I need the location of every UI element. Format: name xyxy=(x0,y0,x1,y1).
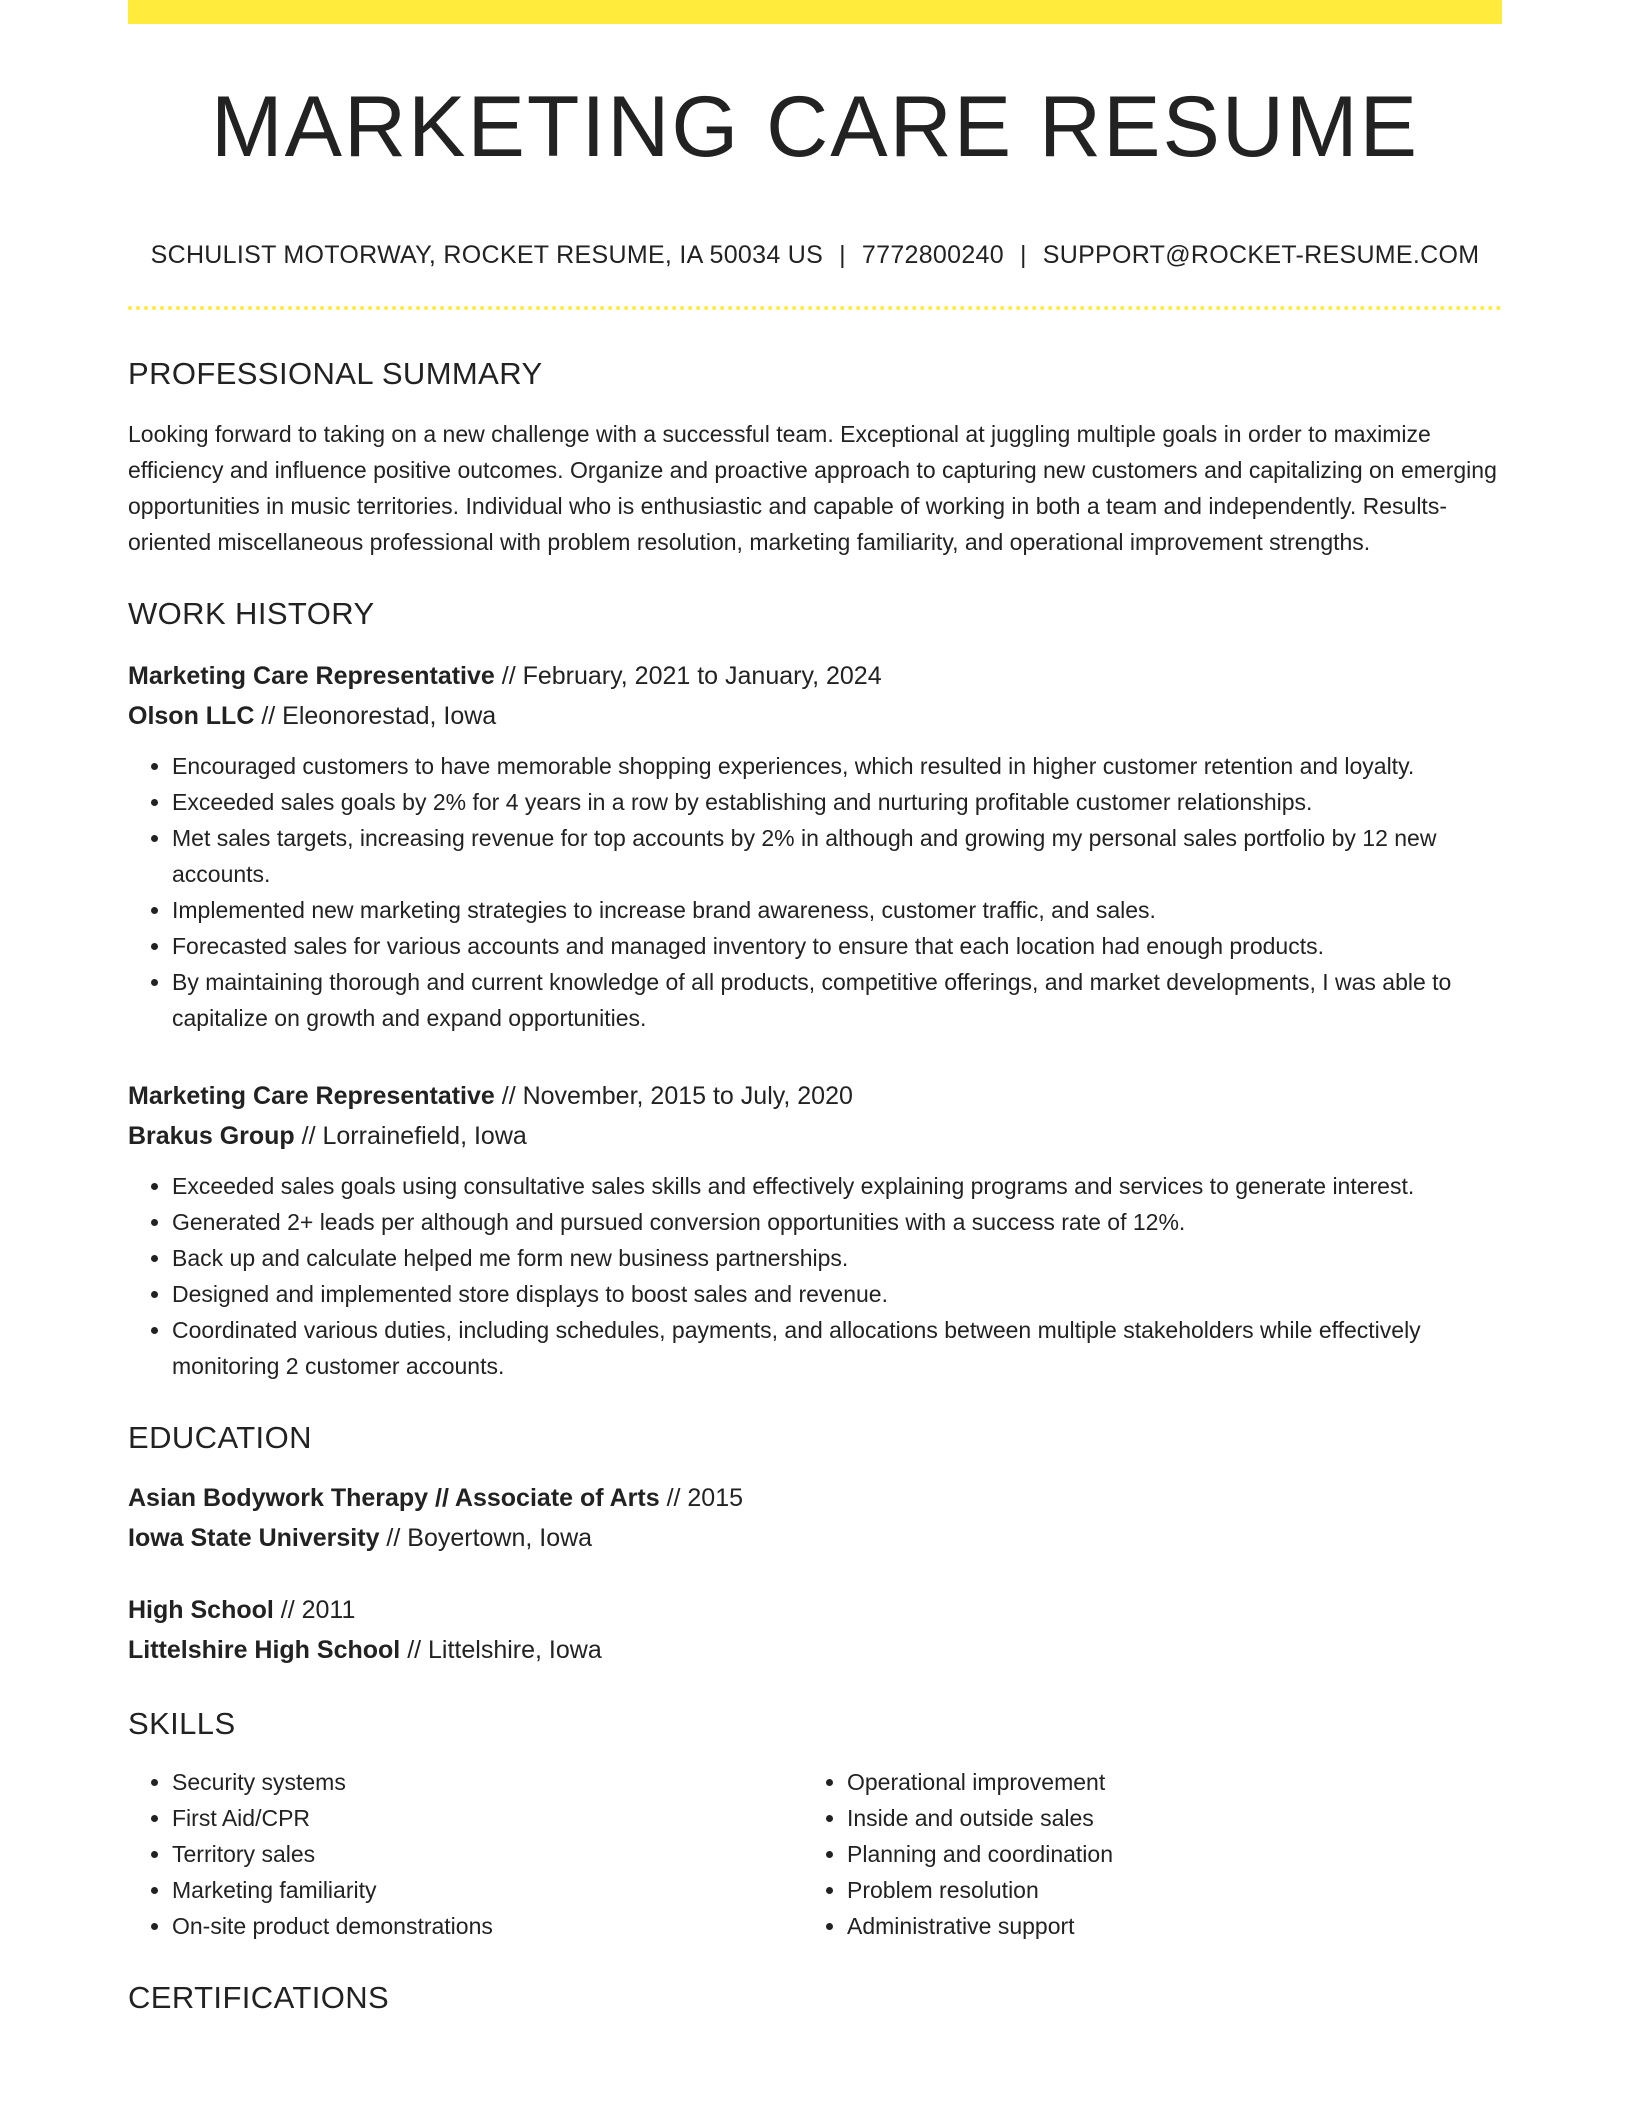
skills-left-column xyxy=(128,1764,803,1944)
work-history-section xyxy=(128,596,1502,1384)
list-item: • Territory sales xyxy=(172,1836,803,1872)
education-school: Iowa State University xyxy=(128,1523,380,1552)
skills-heading: SKILLS xyxy=(128,1705,236,1741)
list-item: • Administrative support xyxy=(847,1908,1478,1944)
job-dates: // February, 2021 to January, 2024 xyxy=(494,661,882,690)
job-entry xyxy=(128,656,1502,1036)
job-company: Olson LLC xyxy=(128,701,255,730)
education-degree: High School xyxy=(128,1595,274,1624)
job-dates: // November, 2015 to July, 2020 xyxy=(494,1081,853,1110)
list-item: • Designed and implemented store displays to boost sales and revenue. xyxy=(172,1276,1502,1312)
summary-text: Looking forward to taking on a new challenge with a successful team. Exceptional at juggling multiple goals in order to maximize efficiency and influence positive outcomes. Organize and proactive approach to capturing new customers and capitalizing on emerging opportunities in music territories. Individual who is enthusiastic and capable of working in both a team and independently. Results-oriented miscellaneous professional with problem resolution, marketing familiarity, and operational improvement strengths. xyxy=(128,420,1497,555)
education-degree-line xyxy=(128,1478,1502,1518)
list-item: • Inside and outside sales xyxy=(847,1800,1478,1836)
education-heading: EDUCATION xyxy=(128,1419,312,1455)
list-item: • Marketing familiarity xyxy=(172,1872,803,1908)
list-item: • Implemented new marketing strategies to increase brand awareness, customer traffic, and sales. xyxy=(172,892,1502,928)
list-item: • Problem resolution xyxy=(847,1872,1478,1908)
skills-columns xyxy=(128,1764,1502,1944)
education-school: Littelshire High School xyxy=(128,1635,401,1664)
skills-right-column xyxy=(803,1764,1478,1944)
job-title: Marketing Care Representative xyxy=(128,661,495,690)
education-degree: Asian Bodywork Therapy // Associate of Arts xyxy=(128,1483,660,1512)
summary-section xyxy=(128,356,1502,560)
education-location: // Littelshire, Iowa xyxy=(400,1635,602,1664)
list-item: • Met sales targets, increasing revenue for top accounts by 2% in although and growing my personal sales portfolio by 12 new accounts. xyxy=(172,820,1502,892)
list-item: • By maintaining thorough and current knowledge of all products, competitive offerings, and market developments, I was able to capitalize on growth and expand opportunities. xyxy=(172,964,1502,1036)
list-item: • Coordinated various duties, including schedules, payments, and allocations between multiple stakeholders while effectively monitoring 2 customer accounts. xyxy=(172,1312,1502,1384)
list-item: • First Aid/CPR xyxy=(172,1800,803,1836)
contact-address: SCHULIST MOTORWAY, ROCKET RESUME, IA 50034 US xyxy=(150,240,824,269)
resume-title: MARKETING CARE RESUME xyxy=(211,79,1419,175)
education-year: // 2015 xyxy=(659,1483,744,1512)
job-title-line xyxy=(128,1076,1502,1116)
contact-email: SUPPORT@ROCKET-RESUME.COM xyxy=(1042,240,1480,269)
contact-separator: | xyxy=(839,240,846,269)
list-item: • Planning and coordination xyxy=(847,1836,1478,1872)
accent-top-bar xyxy=(128,0,1502,24)
contact-phone: 7772800240 xyxy=(861,240,1004,269)
education-entry xyxy=(128,1478,1502,1558)
work-history-heading: WORK HISTORY xyxy=(128,595,375,631)
education-degree-line xyxy=(128,1590,1502,1630)
skills-section xyxy=(128,1706,1502,1944)
job-bullets xyxy=(128,748,1502,1036)
job-title-line xyxy=(128,656,1502,696)
education-location: // Boyertown, Iowa xyxy=(379,1523,593,1552)
list-item: • Exceeded sales goals using consultative sales skills and effectively explaining programs and services to generate interest. xyxy=(172,1168,1502,1204)
job-bullets xyxy=(128,1168,1502,1384)
job-location: // Lorrainefield, Iowa xyxy=(294,1121,527,1150)
certifications-section xyxy=(128,1980,1502,2016)
list-item: • Security systems xyxy=(172,1764,803,1800)
education-school-line xyxy=(128,1630,1502,1670)
job-company-line xyxy=(128,1116,1502,1156)
job-entry xyxy=(128,1076,1502,1384)
job-location: // Eleonorestad, Iowa xyxy=(254,701,497,730)
dotted-divider xyxy=(128,306,1502,310)
list-item: • On-site product demonstrations xyxy=(172,1908,803,1944)
list-item: • Operational improvement xyxy=(847,1764,1478,1800)
list-item: • Forecasted sales for various accounts and managed inventory to ensure that each location had enough products. xyxy=(172,928,1502,964)
job-company-line xyxy=(128,696,1502,736)
education-section xyxy=(128,1420,1502,1670)
job-company: Brakus Group xyxy=(128,1121,295,1150)
summary-heading: PROFESSIONAL SUMMARY xyxy=(128,355,543,391)
list-item: • Back up and calculate helped me form new business partnerships. xyxy=(172,1240,1502,1276)
education-year: // 2011 xyxy=(273,1595,356,1624)
certifications-heading: CERTIFICATIONS xyxy=(128,1979,390,2015)
education-entry xyxy=(128,1590,1502,1670)
list-item: • Generated 2+ leads per although and pursued conversion opportunities with a success rate of 12%. xyxy=(172,1204,1502,1240)
contact-line xyxy=(128,241,1502,270)
contact-separator: | xyxy=(1019,240,1027,269)
resume-content xyxy=(128,24,1502,2016)
list-item: • Exceeded sales goals by 2% for 4 years in a row by establishing and nurturing profitable customer relationships. xyxy=(172,784,1502,820)
education-school-line xyxy=(128,1518,1502,1558)
list-item: • Encouraged customers to have memorable shopping experiences, which resulted in higher customer retention and loyalty. xyxy=(172,748,1502,784)
job-title: Marketing Care Representative xyxy=(128,1081,495,1110)
